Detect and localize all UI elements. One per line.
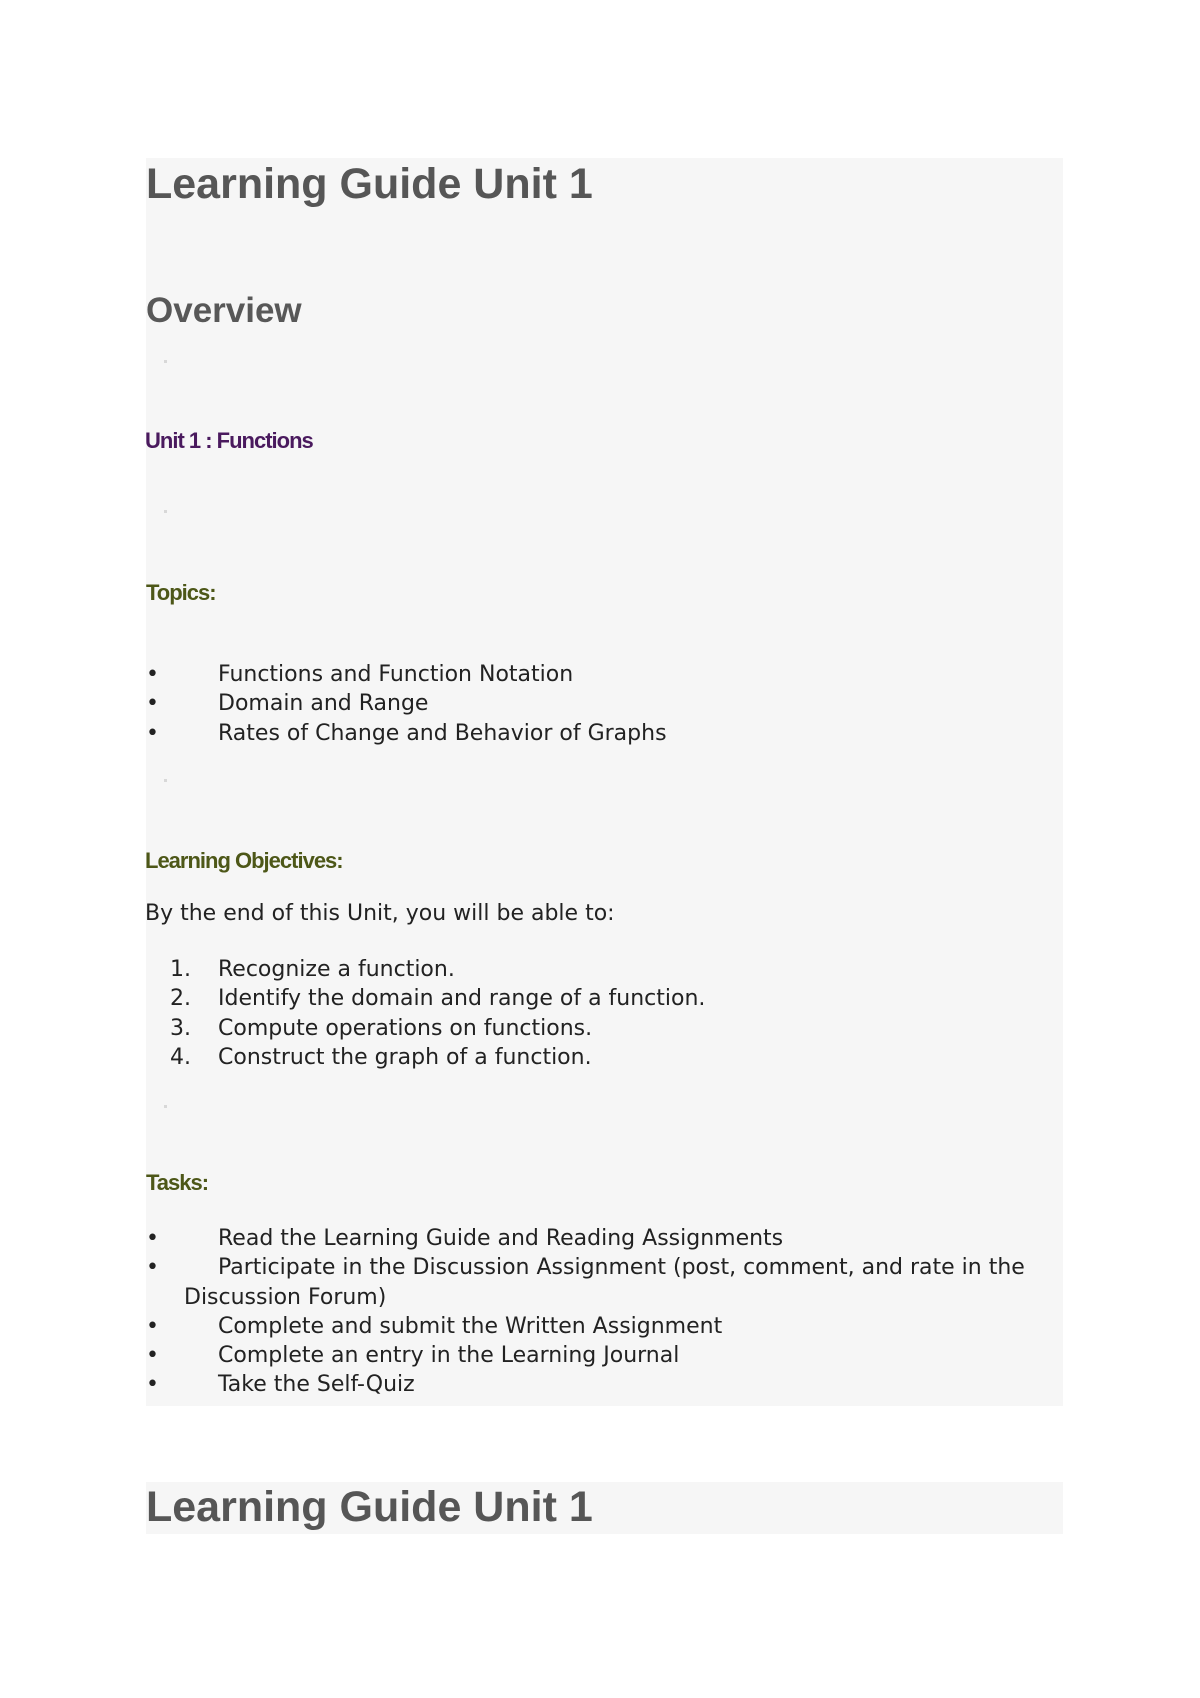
objectives-heading: Learning Objectives:: [145, 848, 343, 873]
list-item: • Take the Self-Quiz: [146, 1370, 1046, 1399]
list-item: 2. Identify the domain and range of a function.: [170, 986, 706, 1012]
list-item: 4. Construct the graph of a function.: [170, 1044, 592, 1070]
list-item: • Complete an entry in the Learning Journal: [146, 1341, 1046, 1370]
objectives-intro: By the end of this Unit, you will be able to:: [145, 901, 615, 926]
repeat-page-title: Learning Guide Unit 1: [146, 1483, 593, 1531]
bullet-icon: •: [146, 1372, 159, 1398]
spacer-dot: [164, 1105, 167, 1108]
bullet-icon: •: [146, 691, 159, 717]
list-item: 3. Compute operations on functions.: [170, 1015, 593, 1041]
spacer-dot: [164, 360, 167, 363]
list-item: • Participate in the Discussion Assignment (post, comment, and rate in the Discussion Forum): [146, 1255, 1025, 1310]
list-item: • Functions and Function Notation: [146, 660, 1046, 689]
topics-list: [146, 660, 1046, 748]
list-item: • Complete and submit the Written Assignment: [146, 1312, 1046, 1341]
spacer-dot: [164, 510, 167, 513]
topics-heading: Topics:: [146, 580, 216, 605]
bullet-icon: •: [146, 1226, 159, 1251]
content-card: [146, 158, 1063, 1406]
bullet-icon: •: [146, 662, 159, 687]
tasks-heading: Tasks:: [146, 1170, 209, 1195]
list-item: • Rates of Change and Behavior of Graphs: [146, 719, 1046, 748]
list-item: • Domain and Range: [146, 689, 1046, 718]
bullet-icon: •: [146, 1255, 159, 1281]
objectives-list: [146, 955, 705, 1072]
unit-heading: Unit 1 : Functions: [145, 428, 313, 453]
bullet-icon: •: [146, 1343, 159, 1369]
list-item: • Read the Learning Guide and Reading Assignments: [146, 1224, 1046, 1253]
page-title: Learning Guide Unit 1: [146, 160, 593, 208]
list-item: 1. Recognize a function.: [170, 957, 455, 982]
bullet-icon: •: [146, 1313, 159, 1339]
overview-heading: Overview: [146, 291, 302, 330]
spacer-dot: [164, 779, 167, 782]
tasks-list: [146, 1224, 1046, 1400]
bullet-icon: •: [146, 720, 159, 746]
